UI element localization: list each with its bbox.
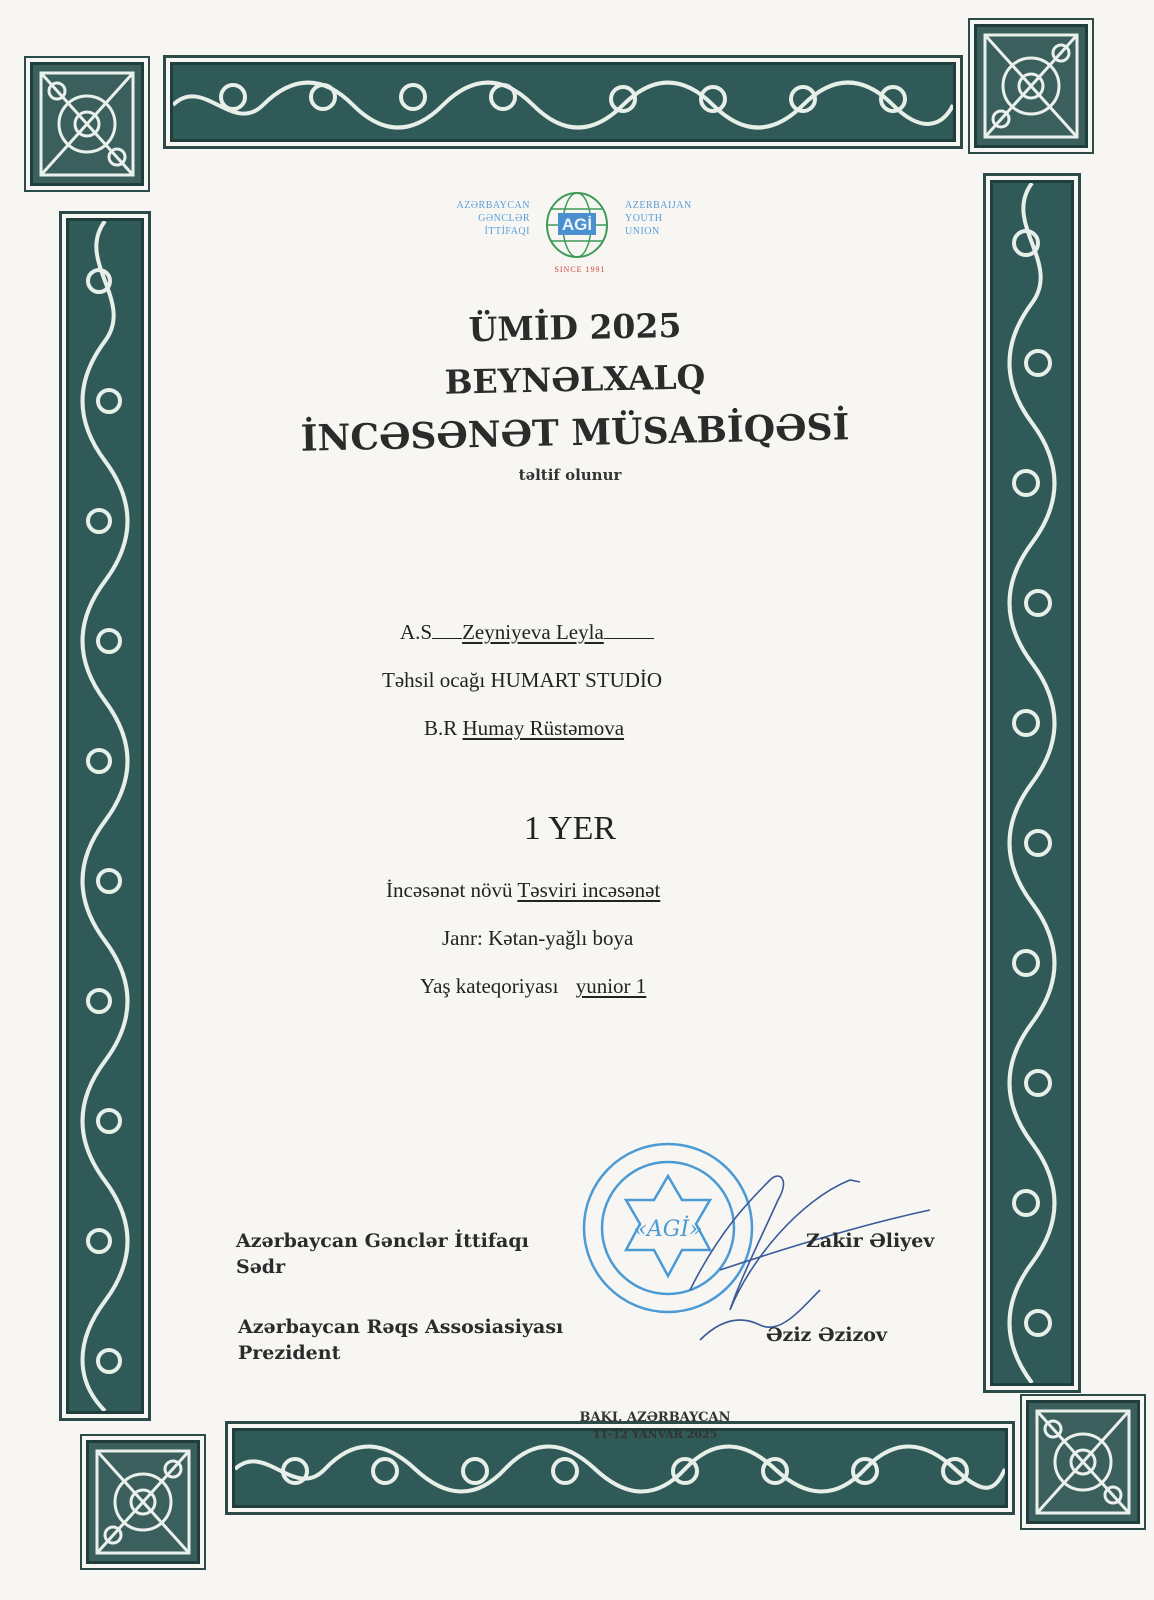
school-row (382, 668, 662, 693)
top-ornament-band (170, 62, 956, 142)
teacher-label: B.R (424, 716, 458, 740)
logo-right-line: UNION (625, 226, 660, 237)
signer2-name: Əziz Əzizov (766, 1324, 888, 1346)
signer1-name: Zakir Əliyev (806, 1230, 935, 1252)
logo-right-line: YOUTH (625, 213, 663, 224)
footer-city: BAKI, AZƏRBAYCAN (579, 1410, 731, 1425)
org2-name: Azərbaycan Rəqs Assosiasiyası (238, 1316, 564, 1338)
logo-right-text (625, 199, 725, 238)
right-ornament-band (990, 180, 1074, 1386)
org1-name: Azərbaycan Gənclər İttifaqı (236, 1230, 529, 1252)
signature-block-1 (236, 1228, 529, 1280)
school-value: HUMART STUDİO (490, 668, 663, 692)
agi-logo (420, 185, 720, 285)
subtitle: təltif olunur (518, 466, 622, 484)
age-label: Yaş kateqoriyası (420, 974, 559, 998)
name-underline-gap (432, 620, 462, 639)
title-line-2: BEYNƏLXALQ (444, 357, 706, 402)
footer-date: 11-12 YANVAR 2025 (592, 1428, 718, 1441)
corner-ornament-bottom-left (86, 1440, 200, 1564)
logo-right-line: AZERBAIJAN (625, 200, 692, 211)
art-type-value: Təsviri incəsənət (517, 878, 661, 902)
corner-ornament-top-right (974, 24, 1088, 148)
title-line-3: İNCƏSƏNƏT MÜSABİQƏSİ (300, 406, 850, 460)
globe-icon (538, 189, 616, 261)
name-underline-tail (604, 620, 654, 639)
org2-role: Prezident (238, 1342, 341, 1364)
left-ornament-band (66, 218, 144, 1414)
logo-since: SINCE 1991 (554, 265, 606, 274)
name-row (400, 620, 654, 645)
signature-block-2 (238, 1314, 563, 1366)
genre-value: Kətan-yağlı boya (488, 926, 634, 950)
corner-ornament-top-left (30, 62, 144, 186)
teacher-value: Humay Rüstəmova (462, 716, 625, 740)
art-type-label: İncəsənət növü (386, 878, 513, 902)
art-type-row (386, 878, 660, 903)
stamp-center-text: «AGİ» (633, 1217, 703, 1242)
logo-left-line: İTTİFAQI (484, 226, 530, 237)
title-line-1: ÜMİD 2025 (468, 305, 682, 350)
place-award: 1 YER (523, 810, 617, 847)
genre-label: Janr: (442, 926, 483, 950)
org1-role: Sədr (236, 1256, 286, 1278)
name-value: Zeyniyeva Leyla (462, 620, 604, 644)
logo-left-line: GƏNCLƏR (478, 213, 530, 224)
genre-row (442, 926, 633, 951)
name-label: A.S (400, 620, 433, 644)
corner-ornament-bottom-right (1026, 1400, 1140, 1524)
age-value: yunior 1 (575, 974, 647, 998)
logo-left-text (420, 199, 530, 238)
school-label: Təhsil ocağı (382, 668, 486, 692)
teacher-row (424, 716, 624, 741)
logo-left-line: AZƏRBAYCAN (456, 200, 530, 211)
logo-emblem-text: AGİ (561, 215, 593, 234)
age-row (420, 974, 646, 999)
